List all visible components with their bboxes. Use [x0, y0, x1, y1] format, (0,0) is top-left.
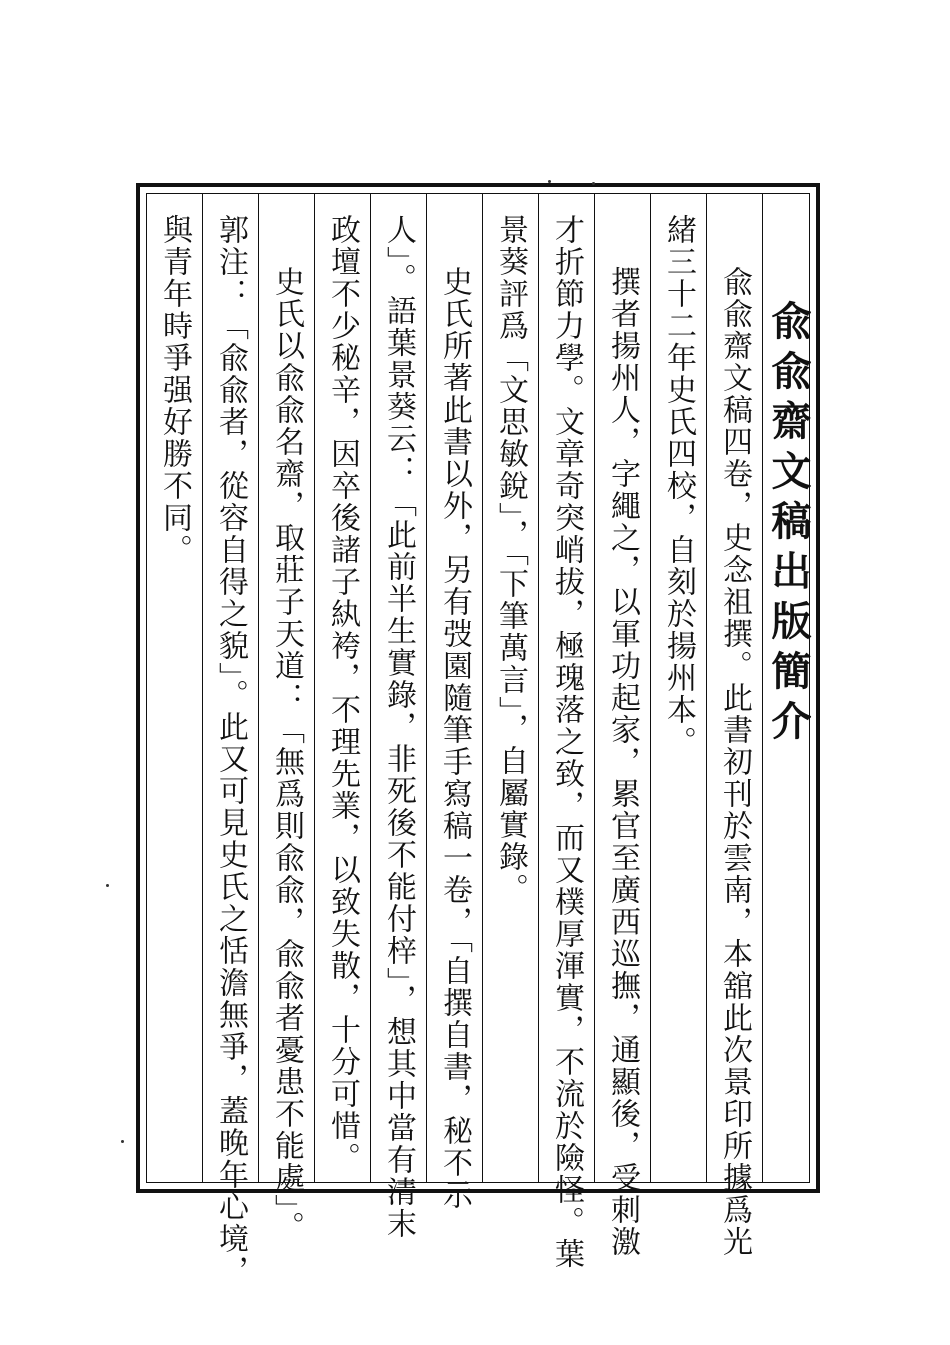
- column-rule: [706, 193, 707, 1183]
- text-column: 才折節力學。文章奇突峭拔，極瑰落之致，而又樸厚渾實，不流於險怪。葉: [549, 214, 584, 1270]
- scan-speck: [106, 884, 109, 887]
- text-column: 史氏以兪兪名齋，取莊子天道：「無爲則兪兪，兪兪者憂患不能處」。: [269, 266, 304, 1243]
- column-rule: [650, 193, 651, 1183]
- column-rule: [258, 193, 259, 1183]
- column-rule: [370, 193, 371, 1183]
- column-rule: [202, 193, 203, 1183]
- column-rule: [762, 193, 763, 1183]
- text-column: 景葵評爲「文思敏銳」，「下筆萬言」，自屬實錄。: [493, 214, 528, 905]
- text-column: 史氏所著此書以外，另有弢園隨筆手寫稿一卷，「自撰自書，秘不示: [437, 266, 472, 1211]
- text-column: 緒三十二年史氏四校，自刻於揚州本。: [661, 214, 696, 758]
- text-column: 兪兪齋文稿四卷，史念祖撰。此書初刊於雲南，本舘此次景印所據爲光: [717, 266, 752, 1258]
- column-rule: [426, 193, 427, 1183]
- column-rule: [594, 193, 595, 1183]
- page-title: 兪兪齋文稿出版簡介: [765, 300, 811, 750]
- scan-speck: [548, 180, 551, 183]
- text-column: 與青年時爭强好勝不同。: [157, 214, 192, 566]
- text-column: 撰者揚州人，字繩之，以軍功起家，累官至廣西巡撫，通顯後，受刺激: [605, 266, 640, 1258]
- text-column: 政壇不少秘辛，因卒後諸子紈袴，不理先業，以致失散，十分可惜。: [325, 214, 360, 1174]
- column-rule: [482, 193, 483, 1183]
- text-column: 人」。語葉景葵云：「此前半生實錄，非死後不能付梓」，想其中當有清末: [381, 214, 416, 1240]
- text-column: 郭注：「兪兪者，從容自得之貌」。此又可見史氏之恬澹無爭，蓋晚年心境，: [213, 214, 248, 1287]
- column-rule: [538, 193, 539, 1183]
- scan-speck: [121, 1140, 124, 1143]
- scan-speck: [592, 182, 595, 185]
- column-rule: [314, 193, 315, 1183]
